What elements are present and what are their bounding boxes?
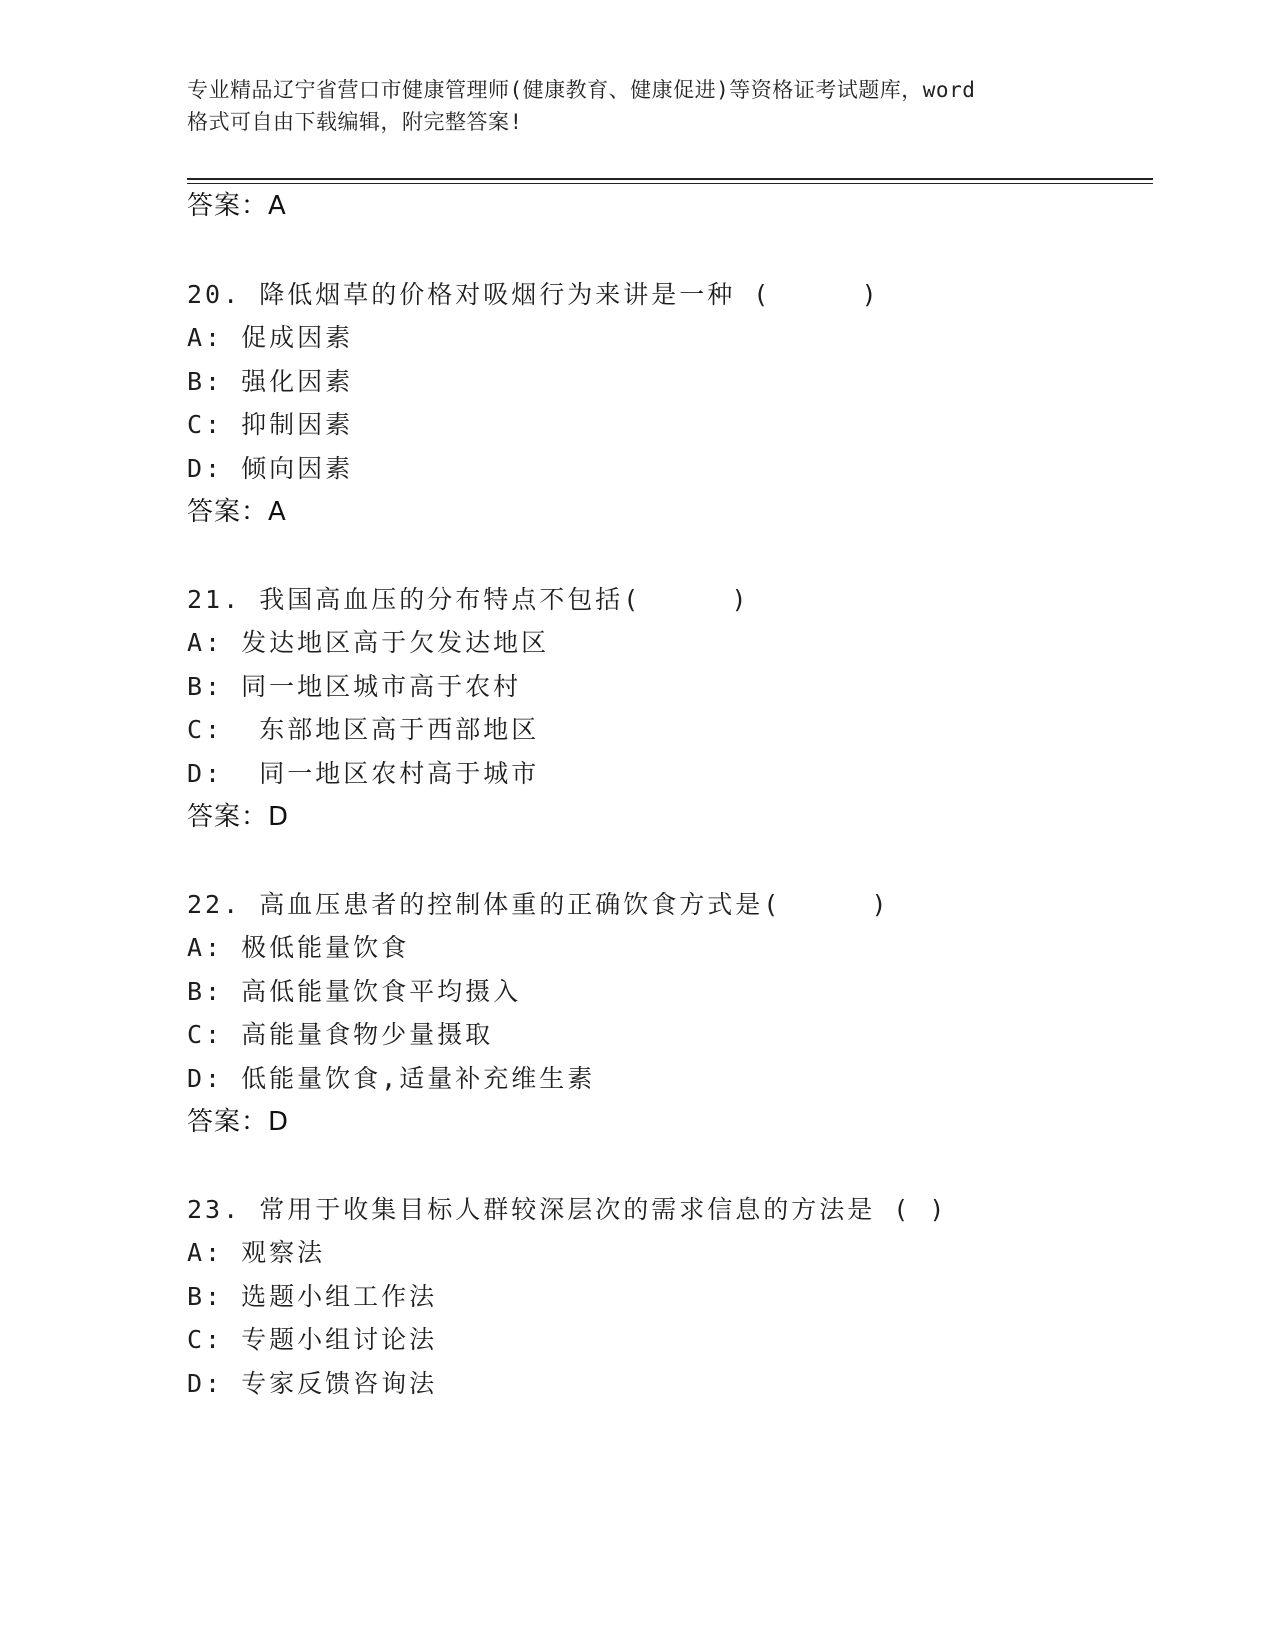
question-23-option-a: A: 观察法: [187, 1238, 326, 1267]
question-22-option-b: B: 高低能量饮食平均摄入: [187, 977, 522, 1006]
question-20-option-d: D: 倾向因素: [187, 454, 354, 483]
header-line-2: 格式可自由下载编辑，附完整答案!: [187, 110, 523, 134]
question-21-option-a: A: 发达地区高于欠发达地区: [187, 628, 550, 657]
question-21-stem: 21. 我国高血压的分布特点不包括( ): [187, 585, 750, 614]
header-divider-thick: [187, 178, 1153, 180]
question-22-option-d: D: 低能量饮食,适量补充维生素: [187, 1064, 596, 1093]
header-line-1: 专业精品辽宁省营口市健康管理师(健康教育、健康促进)等资格证考试题库，word: [187, 78, 976, 102]
question-21-option-b: B: 同一地区城市高于农村: [187, 672, 522, 701]
previous-answer: 答案：A: [187, 191, 287, 221]
page-header: [187, 74, 1107, 138]
question-21-option-d: D: 同一地区农村高于城市: [187, 759, 540, 788]
question-23-stem: 23. 常用于收集目标人群较深层次的需求信息的方法是 ( ): [187, 1195, 948, 1224]
question-22-option-a: A: 极低能量饮食: [187, 933, 410, 962]
question-22-option-c: C: 高能量食物少量摄取: [187, 1020, 494, 1049]
question-20-stem: 20. 降低烟草的价格对吸烟行为来讲是一种 ( ): [187, 280, 880, 309]
question-21-option-c: C: 东部地区高于西部地区: [187, 715, 540, 744]
question-20-answer: 答案：A: [187, 497, 287, 527]
question-23-option-b: B: 选题小组工作法: [187, 1282, 438, 1311]
question-20-option-b: B: 强化因素: [187, 367, 354, 396]
header-divider-thin: [187, 183, 1153, 184]
question-22-stem: 22. 高血压患者的控制体重的正确饮食方式是( ): [187, 890, 890, 919]
question-23-option-d: D: 专家反馈咨询法: [187, 1369, 438, 1398]
question-21-answer: 答案：D: [187, 802, 290, 832]
question-20-option-a: A: 促成因素: [187, 323, 354, 352]
question-23-option-c: C: 专题小组讨论法: [187, 1325, 438, 1354]
question-22-answer: 答案：D: [187, 1107, 290, 1137]
question-20-option-c: C: 抑制因素: [187, 410, 354, 439]
